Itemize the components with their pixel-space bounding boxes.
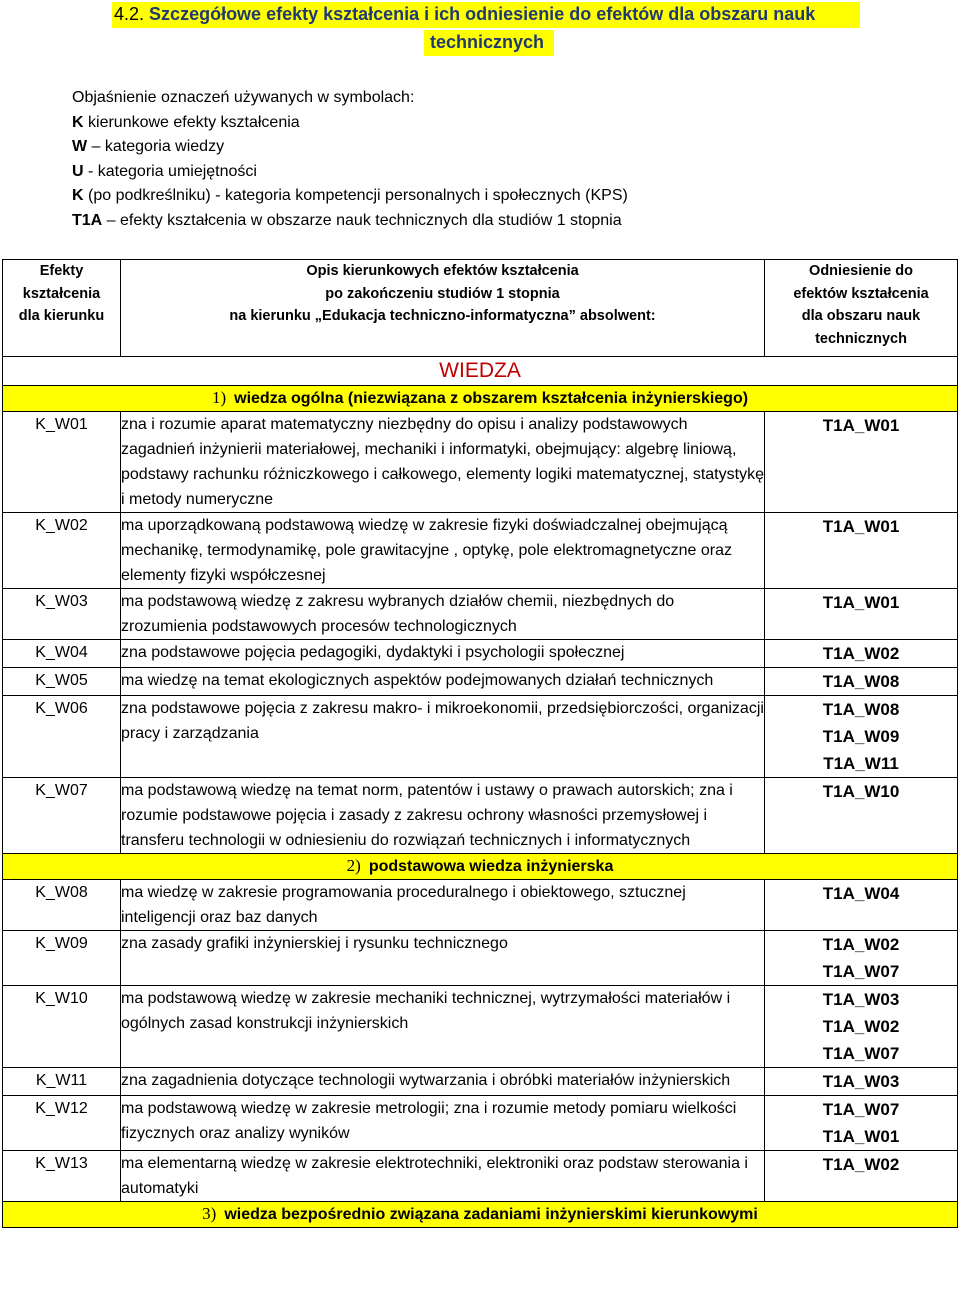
outcome-references <box>765 778 958 854</box>
area-reference: T1A_W01 <box>822 1127 900 1146</box>
legend <box>72 86 628 233</box>
table-row <box>3 986 958 1068</box>
table-row <box>3 668 958 696</box>
section-row <box>3 357 958 386</box>
outcome-references <box>765 640 958 668</box>
legend-item: U - kategoria umiejętności <box>72 162 257 180</box>
outcome-description: zna podstawowe pojęcia pedagogiki, dydaktyki i psychologii społecznej <box>121 640 765 668</box>
category-row: 3) wiedza bezpośrednio związana zadaniami inżynierskimi kierunkowymi <box>3 1202 958 1228</box>
outcome-code: K_W05 <box>3 668 121 696</box>
table-row <box>3 931 958 986</box>
outcome-code: K_W07 <box>3 778 121 854</box>
table-row <box>3 513 958 589</box>
table-row <box>3 1151 958 1202</box>
outcome-description: ma wiedzę na temat ekologicznych aspektów podejmowanych działań technicznych <box>121 668 765 696</box>
header-col-desc: Opis kierunkowych efektów kształcenia po zakończeniu studiów 1 stopnia na kierunku „Edukacja techniczno-informatyczna” absolwent: <box>121 260 765 357</box>
outcome-description: ma podstawową wiedzę z zakresu wybranych działów chemii, niezbędnych do zrozumienia podstawowych procesów technologicznych <box>121 589 765 640</box>
table-row <box>3 1096 958 1151</box>
table-row <box>3 778 958 854</box>
area-reference: T1A_W03 <box>822 1072 900 1091</box>
outcome-description: ma podstawową wiedzę w zakresie mechaniki technicznej, wytrzymałości materiałów i ogólnych zasad konstrukcji inżynierskich <box>121 986 765 1068</box>
area-reference: T1A_W02 <box>822 1017 900 1036</box>
area-reference: T1A_W02 <box>822 935 900 954</box>
outcome-description: ma podstawową wiedzę na temat norm, patentów i ustawy o prawach autorskich; zna i rozumie podstawowe pojęcia i zasady z zakresu ochrony własności przemysłowej i transferu technologii w odniesieniu do rozwiązań technicznych i informatycznych <box>121 778 765 854</box>
outcome-description: ma wiedzę w zakresie programowania proceduralnego i obiektowego, sztucznej inteligencji oraz baz danych <box>121 880 765 931</box>
area-reference: T1A_W02 <box>822 1155 900 1174</box>
table-row <box>3 640 958 668</box>
legend-item: K kierunkowe efekty kształcenia <box>72 113 300 131</box>
legend-item: W – kategoria wiedzy <box>72 138 225 155</box>
table-row <box>3 1068 958 1096</box>
outcome-description: ma podstawową wiedzę w zakresie metrologii; zna i rozumie metody pomiaru wielkości fizycznych oraz analizy wyników <box>121 1096 765 1151</box>
category-row: 1) wiedza ogólna (niezwiązana z obszarem kształcenia inżynierskiego) <box>3 386 958 412</box>
category-row: 2) podstawowa wiedza inżynierska <box>3 854 958 880</box>
header-col-code: Efekty kształcenia dla kierunku <box>3 260 121 357</box>
area-reference: T1A_W09 <box>822 727 900 746</box>
heading-title-2: technicznych <box>430 32 545 52</box>
outcome-code: K_W01 <box>3 412 121 513</box>
area-reference: T1A_W11 <box>823 754 899 773</box>
area-reference: T1A_W02 <box>822 644 900 663</box>
area-reference: T1A_W01 <box>822 593 900 612</box>
outcome-description: zna i rozumie aparat matematyczny niezbędny do opisu i analizy podstawowych zagadnień inżynierii materiałowej, mechaniki i informatyki, obejmujący: algebrę liniową, podstawy rachunku różniczkowego i całkowego, elementy logiki matematycznej, statystykę i metody numeryczne <box>121 412 765 513</box>
area-reference: T1A_W01 <box>822 416 900 435</box>
area-reference: T1A_W04 <box>822 884 900 903</box>
outcome-references <box>765 668 958 696</box>
outcome-description: zna podstawowe pojęcia z zakresu makro- i mikroekonomii, przedsiębiorczości, organizacji pracy i zarządzania <box>121 696 765 778</box>
section-title: WIEDZA <box>3 357 958 386</box>
section-heading <box>0 0 960 58</box>
outcome-description: zna zasady grafiki inżynierskiej i rysunku technicznego <box>121 931 765 986</box>
area-reference: T1A_W07 <box>822 1100 900 1119</box>
outcome-references <box>765 1151 958 1202</box>
table-row <box>3 589 958 640</box>
outcome-code: K_W03 <box>3 589 121 640</box>
header-col-ref: Odniesienie do efektów kształcenia dla obszaru nauk technicznych <box>765 260 958 357</box>
outcome-description: ma elementarną wiedzę w zakresie elektrotechniki, elektroniki oraz podstaw sterowania i automatyki <box>121 1151 765 1202</box>
outcome-code: K_W08 <box>3 880 121 931</box>
heading-line-2 <box>430 32 544 53</box>
outcome-code: K_W06 <box>3 696 121 778</box>
outcome-references <box>765 1068 958 1096</box>
heading-line-1 <box>114 4 815 25</box>
table-header <box>3 260 958 357</box>
outcome-code: K_W09 <box>3 931 121 986</box>
heading-number: 4.2. <box>114 4 145 24</box>
legend-intro: Objaśnienie oznaczeń używanych w symbolach: <box>72 89 415 106</box>
outcome-code: K_W11 <box>3 1068 121 1096</box>
legend-item: T1A – efekty kształcenia w obszarze nauk technicznych dla studiów 1 stopnia <box>72 211 622 229</box>
outcome-code: K_W02 <box>3 513 121 589</box>
outcome-code: K_W04 <box>3 640 121 668</box>
outcome-references <box>765 880 958 931</box>
legend-item: K (po podkreślniku) - kategoria kompetencji personalnych i społecznych (KPS) <box>72 187 628 204</box>
table-row <box>3 880 958 931</box>
learning-outcomes-table <box>2 259 958 1228</box>
heading-title-1: Szczegółowe efekty kształcenia i ich odniesienie do efektów dla obszaru nauk <box>149 4 816 24</box>
area-reference: T1A_W08 <box>822 672 900 691</box>
table-row <box>3 412 958 513</box>
outcome-references <box>765 931 958 986</box>
outcome-references <box>765 1096 958 1151</box>
outcome-code: K_W12 <box>3 1096 121 1151</box>
table-row <box>3 696 958 778</box>
area-reference: T1A_W10 <box>822 782 900 801</box>
outcome-references <box>765 696 958 778</box>
outcome-description: ma uporządkowaną podstawową wiedzę w zakresie fizyki doświadczalnej obejmującą mechanikę, termodynamikę, pole grawitacyjne , optykę, pole elektromagnetyczne oraz elementy fizyki współczesnej <box>121 513 765 589</box>
area-reference: T1A_W08 <box>822 700 900 719</box>
outcome-references <box>765 513 958 589</box>
outcome-references <box>765 986 958 1068</box>
outcome-references <box>765 412 958 513</box>
outcome-description: zna zagadnienia dotyczące technologii wytwarzania i obróbki materiałów inżynierskich <box>121 1068 765 1096</box>
outcome-code: K_W13 <box>3 1151 121 1202</box>
outcome-references <box>765 589 958 640</box>
area-reference: T1A_W01 <box>822 517 900 536</box>
area-reference: T1A_W07 <box>822 1044 900 1063</box>
area-reference: T1A_W03 <box>822 990 900 1009</box>
area-reference: T1A_W07 <box>822 962 900 981</box>
outcome-code: K_W10 <box>3 986 121 1068</box>
